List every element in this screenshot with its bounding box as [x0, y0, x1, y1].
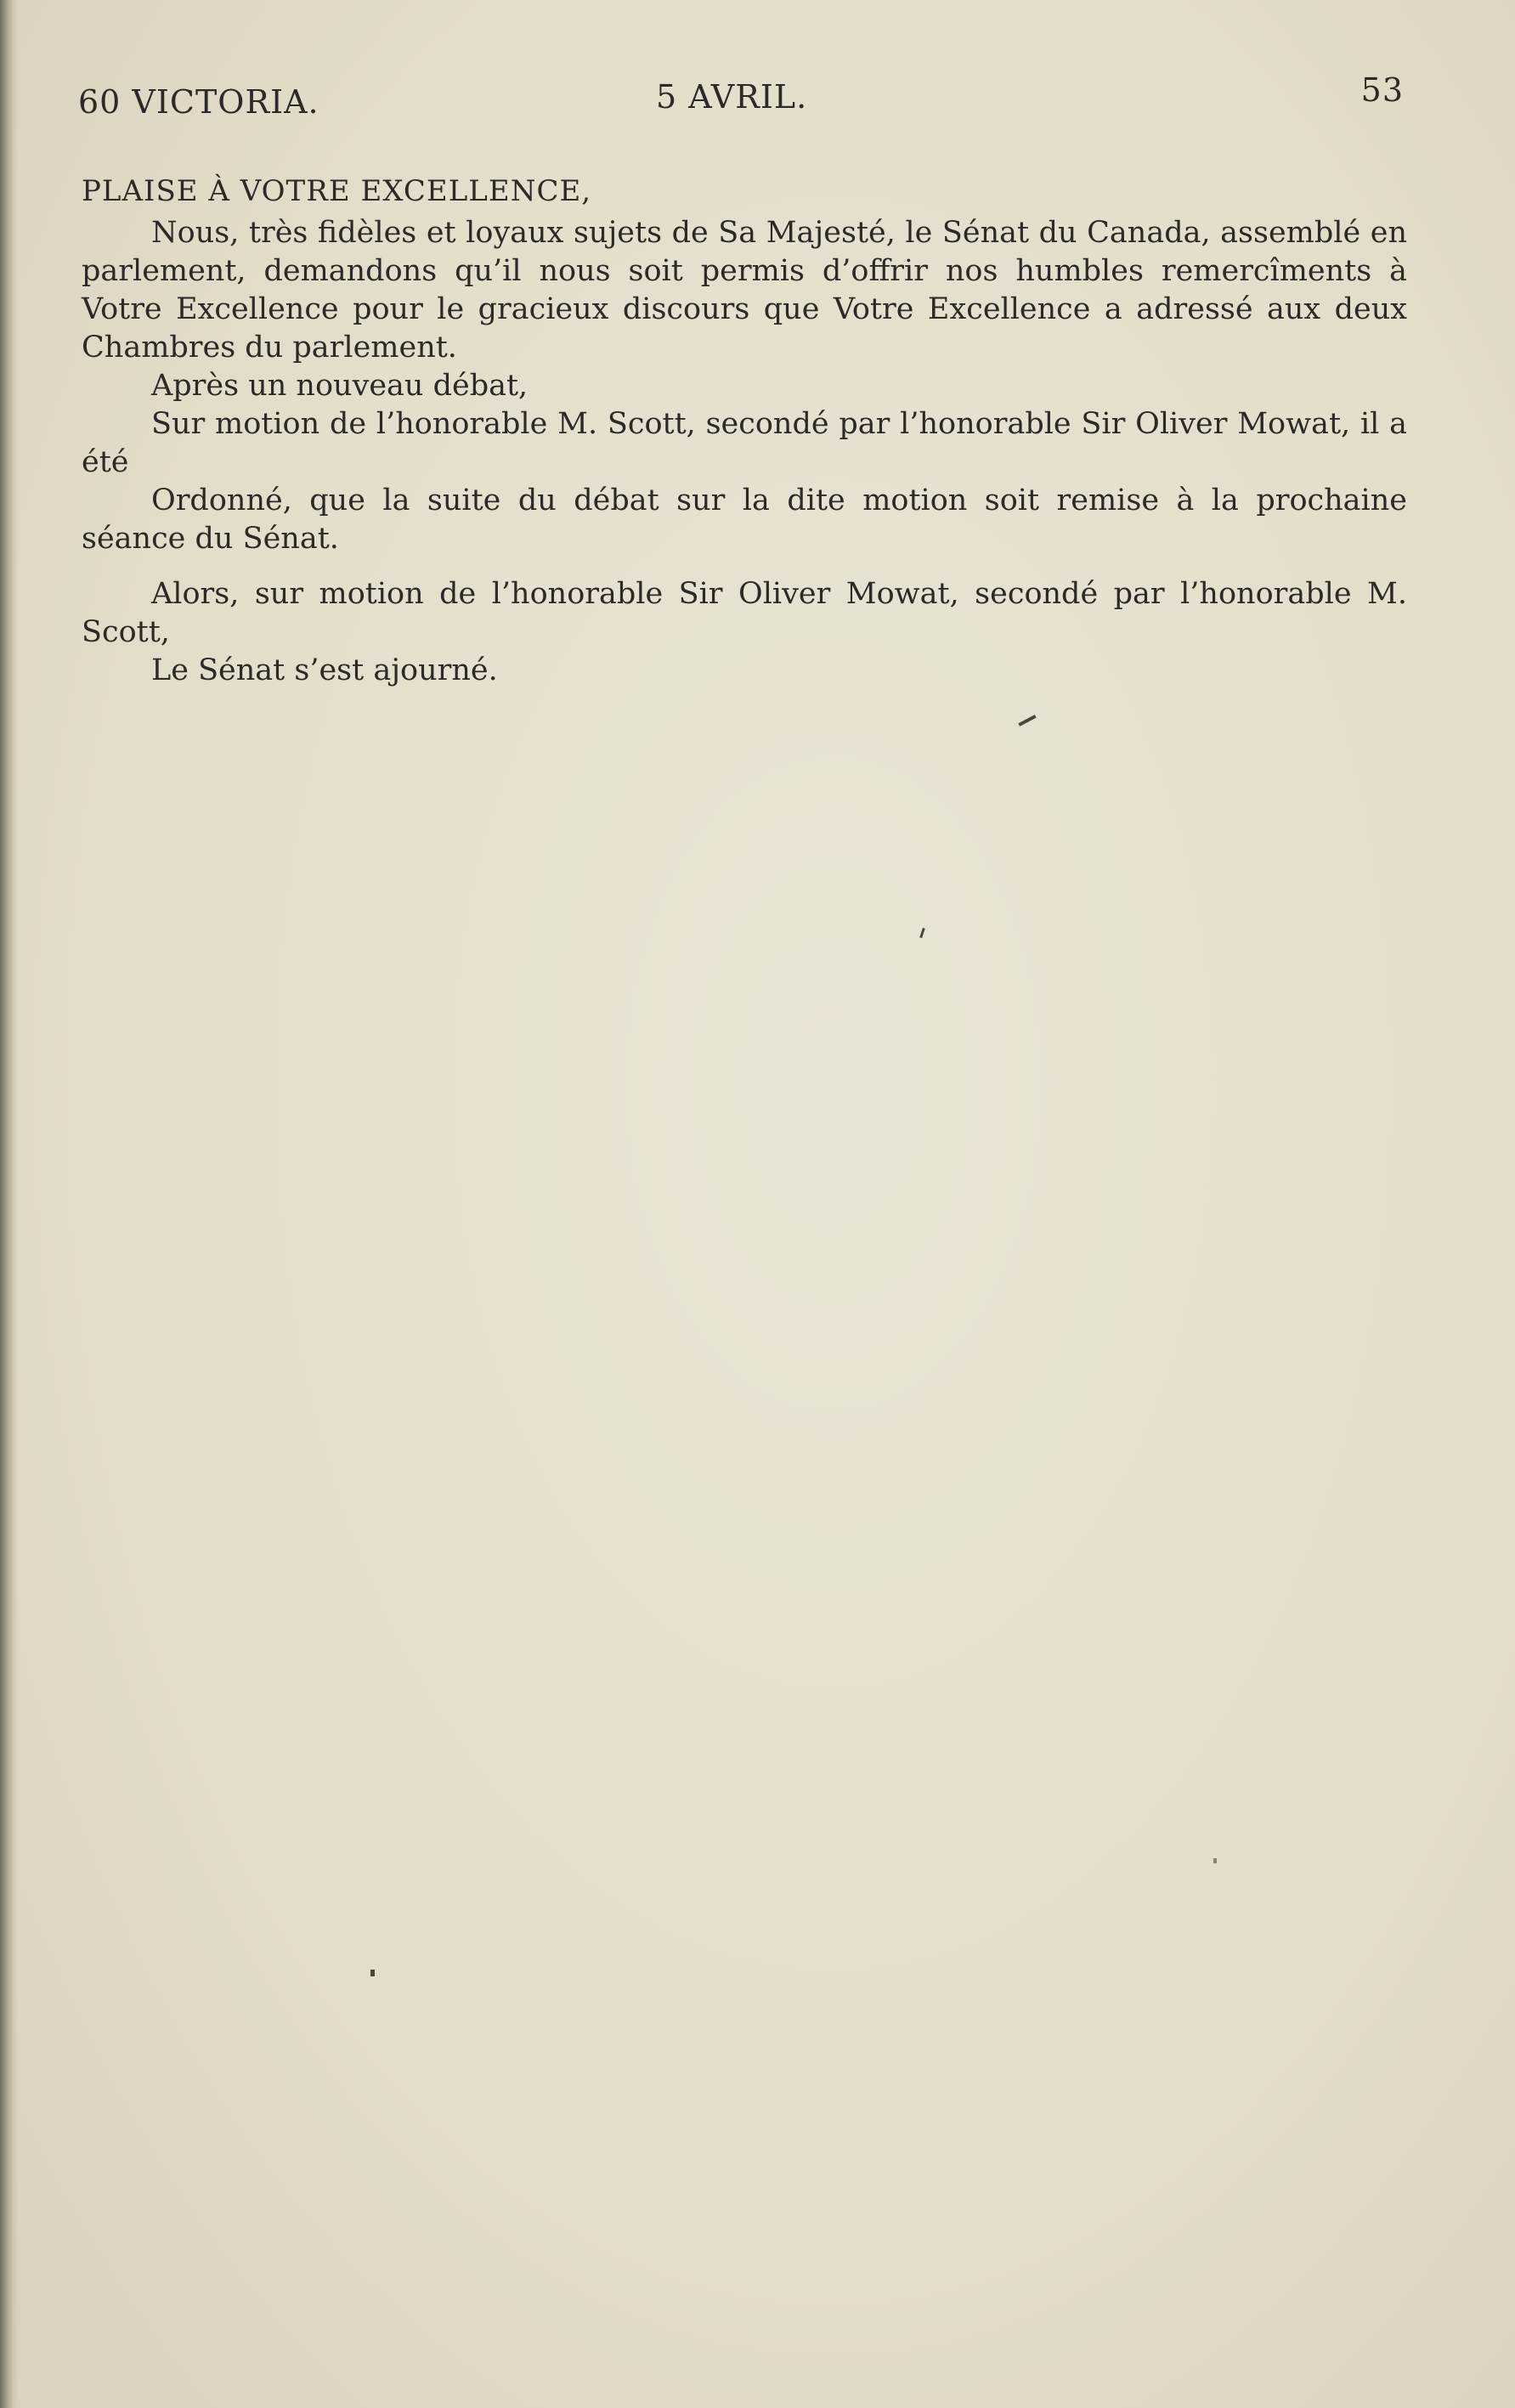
order-paragraph: Ordonné, que la suite du débat sur la dite motion soit remise à la prochaine séance du Sénat.	[82, 483, 1407, 556]
debate-paragraph: Après un nouveau débat,	[151, 369, 529, 403]
ink-speck	[1018, 715, 1036, 726]
book-binding-edge	[0, 0, 19, 2408]
document-body	[82, 214, 1407, 690]
adjournment-motion-paragraph: Alors, sur motion de l’honorable Sir Oliver Mowat, secondé par l’honorable M. Scott,	[82, 577, 1407, 649]
ink-speck	[1213, 1858, 1217, 1863]
ink-speck	[370, 1970, 375, 1976]
adjournment-paragraph: Le Sénat s’est ajourné.	[151, 653, 498, 687]
page-number: 53	[1360, 71, 1404, 109]
header-session: 60 VICTORIA.	[78, 83, 319, 121]
salutation: PLAISE À VOTRE EXCELLENCE,	[82, 174, 592, 208]
ink-speck	[919, 928, 925, 938]
header-date: 5 AVRIL.	[656, 78, 808, 116]
address-paragraph: Nous, très fidèles et loyaux sujets de Sa Majesté, le Sénat du Canada, assemblé en parlement, demandons qu’il nous soit permis d’offrir nos humbles remercîments à Votre Excellence pour le gracieux discours que Votre Excellence a adressé aux deux Chambres du parlement.	[82, 216, 1407, 365]
running-header	[78, 71, 1404, 121]
motion-paragraph: Sur motion de l’honorable M. Scott, secondé par l’honorable Sir Oliver Mowat, il a été	[82, 407, 1407, 479]
